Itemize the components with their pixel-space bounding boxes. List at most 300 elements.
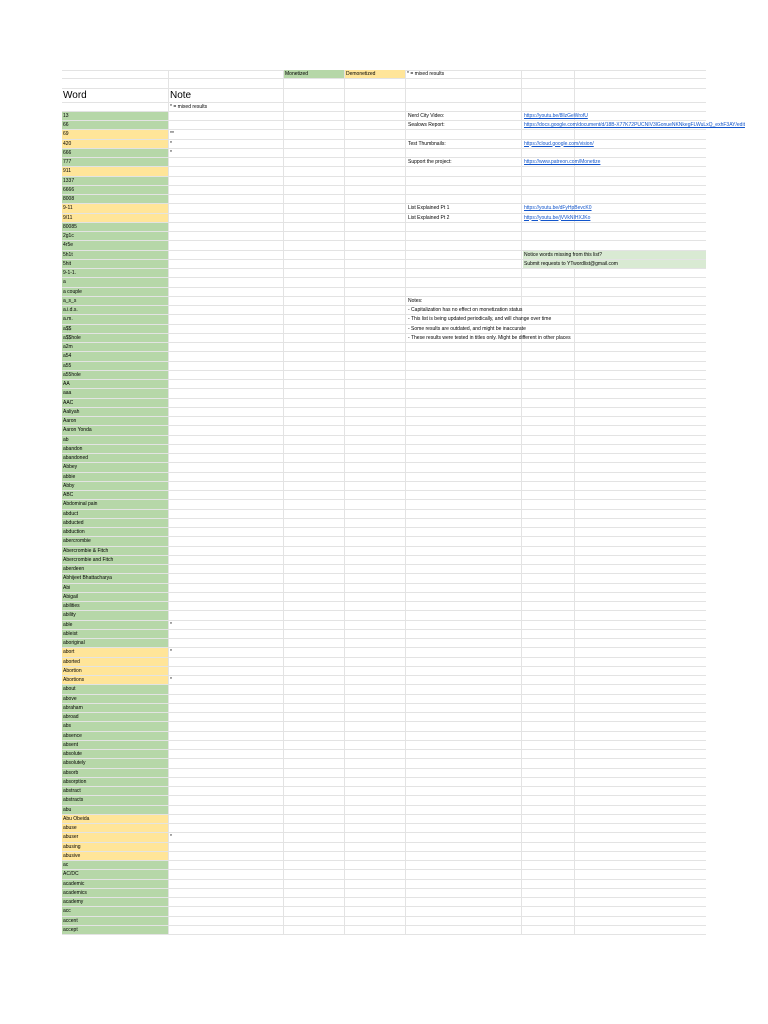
empty-cell[interactable] bbox=[522, 278, 575, 287]
word-cell[interactable]: ability bbox=[62, 611, 169, 620]
word-cell[interactable]: 6666 bbox=[62, 186, 169, 195]
empty-cell[interactable] bbox=[406, 722, 522, 731]
empty-cell[interactable] bbox=[284, 806, 345, 815]
word-cell[interactable]: abercrombie bbox=[62, 537, 169, 546]
empty-cell[interactable] bbox=[522, 787, 575, 796]
note-cell[interactable] bbox=[169, 741, 284, 750]
empty-cell[interactable] bbox=[284, 676, 345, 685]
word-cell[interactable]: absence bbox=[62, 732, 169, 741]
empty-cell[interactable] bbox=[575, 889, 706, 898]
empty-cell[interactable] bbox=[284, 658, 345, 667]
word-cell[interactable]: a55hole bbox=[62, 371, 169, 380]
note-cell[interactable] bbox=[169, 778, 284, 787]
empty-cell[interactable] bbox=[345, 352, 406, 361]
empty-cell[interactable] bbox=[284, 223, 345, 232]
empty-cell[interactable] bbox=[345, 556, 406, 565]
empty-cell[interactable] bbox=[406, 852, 522, 861]
empty-cell[interactable] bbox=[406, 639, 522, 648]
empty-cell[interactable] bbox=[575, 149, 706, 158]
word-cell[interactable]: Abbey bbox=[62, 463, 169, 472]
empty-cell[interactable] bbox=[522, 870, 575, 879]
empty-cell[interactable] bbox=[406, 371, 522, 380]
empty-cell[interactable] bbox=[522, 130, 575, 139]
word-cell[interactable]: 5h1t bbox=[62, 251, 169, 260]
empty-cell[interactable] bbox=[345, 278, 406, 287]
empty-cell[interactable] bbox=[522, 611, 575, 620]
empty-cell[interactable] bbox=[345, 574, 406, 583]
empty-cell[interactable] bbox=[575, 140, 706, 149]
empty-cell[interactable] bbox=[575, 130, 706, 139]
empty-cell[interactable] bbox=[406, 769, 522, 778]
empty-cell[interactable] bbox=[575, 408, 706, 417]
empty-cell[interactable] bbox=[575, 704, 706, 713]
empty-cell[interactable] bbox=[345, 167, 406, 176]
empty-cell[interactable] bbox=[406, 648, 522, 657]
word-cell[interactable]: abbie bbox=[62, 473, 169, 482]
empty-cell[interactable] bbox=[522, 510, 575, 519]
empty-cell[interactable] bbox=[406, 889, 522, 898]
note-cell[interactable] bbox=[169, 121, 284, 130]
empty-cell[interactable] bbox=[406, 547, 522, 556]
note-cell[interactable] bbox=[169, 158, 284, 167]
note-cell[interactable] bbox=[169, 593, 284, 602]
note-cell[interactable] bbox=[169, 288, 284, 297]
word-cell[interactable]: Aaliyah bbox=[62, 408, 169, 417]
empty-cell[interactable] bbox=[575, 806, 706, 815]
word-cell[interactable]: Abby bbox=[62, 482, 169, 491]
legend-monetized[interactable]: Monetized bbox=[284, 70, 345, 79]
empty-cell[interactable] bbox=[284, 371, 345, 380]
empty-cell[interactable] bbox=[406, 778, 522, 787]
empty-cell[interactable] bbox=[406, 232, 522, 241]
empty-cell[interactable] bbox=[345, 130, 406, 139]
note-cell[interactable] bbox=[169, 796, 284, 805]
empty-cell[interactable] bbox=[522, 473, 575, 482]
empty-cell[interactable] bbox=[406, 584, 522, 593]
word-cell[interactable]: a54 bbox=[62, 352, 169, 361]
note-cell[interactable] bbox=[169, 325, 284, 334]
note-cell[interactable] bbox=[169, 574, 284, 583]
word-cell[interactable]: aborted bbox=[62, 658, 169, 667]
word-cell[interactable]: abstract bbox=[62, 787, 169, 796]
empty-cell[interactable] bbox=[345, 454, 406, 463]
word-cell[interactable]: 666 bbox=[62, 149, 169, 158]
note-item-1[interactable]: - Capitalization has no effect on monetization status bbox=[408, 307, 523, 313]
empty-cell[interactable] bbox=[345, 269, 406, 278]
empty-cell[interactable] bbox=[575, 852, 706, 861]
support-label[interactable]: Support the project: bbox=[408, 159, 452, 165]
empty-cell[interactable] bbox=[575, 417, 706, 426]
empty-cell[interactable] bbox=[406, 565, 522, 574]
empty-cell[interactable] bbox=[522, 371, 575, 380]
note-cell[interactable] bbox=[169, 278, 284, 287]
empty-cell[interactable] bbox=[345, 584, 406, 593]
nerd-city-link[interactable]: https://youtu.be/8llzGeWrofU bbox=[524, 112, 588, 119]
empty-cell[interactable] bbox=[284, 695, 345, 704]
note-cell[interactable] bbox=[169, 602, 284, 611]
word-cell[interactable]: abduct bbox=[62, 510, 169, 519]
note-cell[interactable] bbox=[169, 695, 284, 704]
note-cell[interactable] bbox=[169, 389, 284, 398]
empty-cell[interactable] bbox=[284, 843, 345, 852]
note-cell[interactable] bbox=[169, 750, 284, 759]
empty-cell[interactable] bbox=[522, 306, 575, 315]
word-cell[interactable]: ableist bbox=[62, 630, 169, 639]
word-cell[interactable]: 1337 bbox=[62, 177, 169, 186]
empty-cell[interactable] bbox=[345, 861, 406, 870]
empty-cell[interactable] bbox=[406, 926, 522, 935]
empty-cell[interactable] bbox=[522, 436, 575, 445]
empty-cell[interactable] bbox=[522, 232, 575, 241]
empty-cell[interactable] bbox=[345, 343, 406, 352]
empty-cell[interactable] bbox=[284, 547, 345, 556]
empty-cell[interactable] bbox=[522, 639, 575, 648]
empty-cell[interactable] bbox=[575, 898, 706, 907]
empty-cell[interactable] bbox=[284, 722, 345, 731]
empty-cell[interactable] bbox=[284, 112, 345, 121]
empty-cell[interactable] bbox=[522, 630, 575, 639]
note-cell[interactable] bbox=[169, 177, 284, 186]
empty-cell[interactable] bbox=[406, 352, 522, 361]
empty-cell[interactable] bbox=[522, 352, 575, 361]
word-cell[interactable]: about bbox=[62, 685, 169, 694]
empty-cell[interactable] bbox=[284, 741, 345, 750]
word-cell[interactable]: a bbox=[62, 278, 169, 287]
word-cell[interactable]: 9/11 bbox=[62, 214, 169, 223]
empty-cell[interactable] bbox=[406, 880, 522, 889]
word-cell[interactable]: Abigail bbox=[62, 593, 169, 602]
empty-cell[interactable] bbox=[522, 500, 575, 509]
empty-cell[interactable] bbox=[284, 482, 345, 491]
empty-cell[interactable] bbox=[575, 769, 706, 778]
note-cell[interactable] bbox=[169, 399, 284, 408]
note-cell[interactable] bbox=[169, 806, 284, 815]
empty-cell[interactable] bbox=[406, 454, 522, 463]
empty-cell[interactable] bbox=[284, 907, 345, 916]
empty-cell[interactable] bbox=[406, 491, 522, 500]
empty-cell[interactable] bbox=[575, 611, 706, 620]
word-cell[interactable]: abort bbox=[62, 648, 169, 657]
empty-cell[interactable] bbox=[345, 833, 406, 842]
empty-cell[interactable] bbox=[406, 685, 522, 694]
empty-cell[interactable] bbox=[284, 519, 345, 528]
note-cell[interactable] bbox=[169, 713, 284, 722]
empty-cell[interactable] bbox=[575, 463, 706, 472]
empty-cell[interactable] bbox=[575, 371, 706, 380]
empty-cell[interactable] bbox=[284, 186, 345, 195]
empty-cell[interactable] bbox=[522, 648, 575, 657]
word-cell[interactable]: Abdominal pain bbox=[62, 500, 169, 509]
empty-cell[interactable] bbox=[522, 769, 575, 778]
word-cell[interactable]: a.i.d.s. bbox=[62, 306, 169, 315]
empty-cell[interactable] bbox=[406, 260, 522, 269]
word-cell[interactable]: accent bbox=[62, 917, 169, 926]
empty-cell[interactable] bbox=[345, 140, 406, 149]
empty-cell[interactable] bbox=[284, 343, 345, 352]
empty-cell[interactable] bbox=[522, 565, 575, 574]
empty-cell[interactable] bbox=[522, 269, 575, 278]
empty-cell[interactable] bbox=[522, 454, 575, 463]
empty-cell[interactable] bbox=[284, 389, 345, 398]
empty-cell[interactable] bbox=[345, 417, 406, 426]
note-cell[interactable] bbox=[169, 352, 284, 361]
empty-cell[interactable] bbox=[284, 898, 345, 907]
note-cell[interactable] bbox=[169, 362, 284, 371]
word-cell[interactable]: a.m. bbox=[62, 315, 169, 324]
empty-cell[interactable] bbox=[575, 732, 706, 741]
empty-cell[interactable] bbox=[575, 565, 706, 574]
note-cell[interactable] bbox=[169, 658, 284, 667]
empty-cell[interactable] bbox=[575, 436, 706, 445]
word-header[interactable]: Word bbox=[62, 89, 169, 103]
empty-cell[interactable] bbox=[575, 658, 706, 667]
empty-cell[interactable] bbox=[575, 843, 706, 852]
empty-cell[interactable] bbox=[345, 648, 406, 657]
empty-cell[interactable] bbox=[406, 167, 522, 176]
empty-cell[interactable] bbox=[406, 251, 522, 260]
empty-cell[interactable] bbox=[284, 713, 345, 722]
empty-cell[interactable] bbox=[575, 315, 706, 324]
empty-cell[interactable] bbox=[522, 408, 575, 417]
note-cell[interactable] bbox=[169, 898, 284, 907]
empty-cell[interactable] bbox=[406, 473, 522, 482]
empty-cell[interactable] bbox=[284, 251, 345, 260]
note-cell[interactable] bbox=[169, 241, 284, 250]
note-cell[interactable] bbox=[169, 186, 284, 195]
word-cell[interactable]: aboriginal bbox=[62, 639, 169, 648]
empty-cell[interactable] bbox=[575, 824, 706, 833]
empty-cell[interactable] bbox=[406, 917, 522, 926]
empty-cell[interactable] bbox=[345, 362, 406, 371]
word-cell[interactable]: 8008 bbox=[62, 195, 169, 204]
word-cell[interactable]: abraham bbox=[62, 704, 169, 713]
empty-cell[interactable] bbox=[522, 667, 575, 676]
note-cell[interactable] bbox=[169, 537, 284, 546]
empty-cell[interactable] bbox=[345, 241, 406, 250]
empty-cell[interactable] bbox=[345, 334, 406, 343]
word-cell[interactable]: acc bbox=[62, 907, 169, 916]
empty-cell[interactable] bbox=[406, 806, 522, 815]
empty-cell[interactable] bbox=[406, 695, 522, 704]
note-cell[interactable] bbox=[169, 306, 284, 315]
empty-cell[interactable] bbox=[345, 260, 406, 269]
empty-cell[interactable] bbox=[575, 667, 706, 676]
empty-cell[interactable] bbox=[284, 473, 345, 482]
empty-cell[interactable] bbox=[522, 195, 575, 204]
empty-cell[interactable] bbox=[522, 584, 575, 593]
empty-cell[interactable] bbox=[345, 500, 406, 509]
empty-cell[interactable] bbox=[284, 750, 345, 759]
empty-cell[interactable] bbox=[575, 482, 706, 491]
empty-cell[interactable] bbox=[575, 759, 706, 768]
empty-cell[interactable] bbox=[284, 204, 345, 213]
word-cell[interactable]: academics bbox=[62, 889, 169, 898]
note-cell[interactable] bbox=[169, 436, 284, 445]
empty-cell[interactable] bbox=[406, 898, 522, 907]
empty-cell[interactable] bbox=[406, 528, 522, 537]
note-header[interactable]: Note bbox=[169, 89, 284, 103]
empty-cell[interactable] bbox=[284, 426, 345, 435]
word-cell[interactable]: 69 bbox=[62, 130, 169, 139]
empty-cell[interactable] bbox=[522, 602, 575, 611]
word-cell[interactable]: abduction bbox=[62, 528, 169, 537]
empty-cell[interactable] bbox=[345, 510, 406, 519]
note-cell[interactable] bbox=[169, 759, 284, 768]
note-cell[interactable] bbox=[169, 926, 284, 935]
note-cell[interactable]: * bbox=[169, 140, 284, 149]
empty-cell[interactable] bbox=[406, 399, 522, 408]
empty-cell[interactable] bbox=[522, 880, 575, 889]
empty-cell[interactable] bbox=[284, 417, 345, 426]
empty-cell[interactable] bbox=[522, 806, 575, 815]
empty-cell[interactable] bbox=[345, 917, 406, 926]
empty-cell[interactable] bbox=[345, 473, 406, 482]
empty-cell[interactable] bbox=[575, 473, 706, 482]
empty-cell[interactable] bbox=[575, 288, 706, 297]
empty-cell[interactable] bbox=[575, 722, 706, 731]
empty-cell[interactable] bbox=[522, 732, 575, 741]
empty-cell[interactable] bbox=[284, 917, 345, 926]
empty-cell[interactable] bbox=[284, 260, 345, 269]
note-cell[interactable] bbox=[169, 685, 284, 694]
empty-cell[interactable] bbox=[406, 907, 522, 916]
empty-cell[interactable] bbox=[406, 482, 522, 491]
note-cell[interactable] bbox=[169, 769, 284, 778]
empty-cell[interactable] bbox=[284, 630, 345, 639]
empty-cell[interactable] bbox=[575, 778, 706, 787]
empty-cell[interactable] bbox=[284, 759, 345, 768]
empty-cell[interactable] bbox=[406, 278, 522, 287]
empty-cell[interactable] bbox=[284, 824, 345, 833]
empty-cell[interactable] bbox=[406, 676, 522, 685]
word-cell[interactable]: absolute bbox=[62, 750, 169, 759]
empty-cell[interactable] bbox=[406, 186, 522, 195]
empty-cell[interactable] bbox=[406, 500, 522, 509]
empty-cell[interactable] bbox=[345, 907, 406, 916]
empty-cell[interactable] bbox=[575, 630, 706, 639]
empty-cell[interactable] bbox=[522, 186, 575, 195]
list2-label[interactable]: List Explained Pt 2 bbox=[408, 214, 450, 221]
empty-cell[interactable] bbox=[284, 195, 345, 204]
empty-cell[interactable] bbox=[345, 750, 406, 759]
empty-cell[interactable] bbox=[575, 306, 706, 315]
word-cell[interactable]: 5hit bbox=[62, 260, 169, 269]
note-cell[interactable]: ** bbox=[169, 130, 284, 139]
empty-cell[interactable] bbox=[406, 815, 522, 824]
empty-cell[interactable] bbox=[284, 574, 345, 583]
empty-cell[interactable] bbox=[345, 297, 406, 306]
sealows-link[interactable]: https://docs.google.com/document/d/18B-X77K72PUCNIV3lGonueNKNkegFLWuLxQ_exhF3AY/edit bbox=[524, 122, 745, 128]
note-cell[interactable] bbox=[169, 861, 284, 870]
empty-cell[interactable] bbox=[345, 491, 406, 500]
empty-cell[interactable] bbox=[575, 796, 706, 805]
empty-cell[interactable] bbox=[522, 519, 575, 528]
empty-cell[interactable] bbox=[406, 843, 522, 852]
empty-cell[interactable] bbox=[575, 713, 706, 722]
empty-cell[interactable] bbox=[284, 685, 345, 694]
empty-cell[interactable] bbox=[345, 796, 406, 805]
empty-cell[interactable] bbox=[575, 362, 706, 371]
empty-cell[interactable] bbox=[575, 676, 706, 685]
word-cell[interactable]: abusing bbox=[62, 843, 169, 852]
note-cell[interactable] bbox=[169, 732, 284, 741]
word-cell[interactable]: accept bbox=[62, 926, 169, 935]
empty-cell[interactable] bbox=[522, 463, 575, 472]
empty-cell[interactable] bbox=[284, 325, 345, 334]
empty-cell[interactable] bbox=[406, 870, 522, 879]
empty-cell[interactable] bbox=[522, 445, 575, 454]
empty-cell[interactable] bbox=[345, 815, 406, 824]
empty-cell[interactable] bbox=[284, 436, 345, 445]
note-cell[interactable] bbox=[169, 917, 284, 926]
empty-cell[interactable] bbox=[345, 325, 406, 334]
word-cell[interactable]: 66 bbox=[62, 121, 169, 130]
empty-cell[interactable] bbox=[284, 667, 345, 676]
empty-cell[interactable] bbox=[522, 343, 575, 352]
empty-cell[interactable] bbox=[406, 436, 522, 445]
word-cell[interactable]: absolutely bbox=[62, 759, 169, 768]
empty-cell[interactable] bbox=[345, 741, 406, 750]
legend-demonetized[interactable]: Demonetized bbox=[345, 70, 406, 79]
note-cell[interactable] bbox=[169, 824, 284, 833]
empty-cell[interactable] bbox=[284, 528, 345, 537]
empty-cell[interactable] bbox=[284, 926, 345, 935]
word-cell[interactable]: abuse bbox=[62, 824, 169, 833]
word-cell[interactable]: 9-11 bbox=[62, 204, 169, 213]
empty-cell[interactable] bbox=[575, 445, 706, 454]
empty-cell[interactable] bbox=[345, 621, 406, 630]
empty-cell[interactable] bbox=[284, 491, 345, 500]
empty-cell[interactable] bbox=[575, 648, 706, 657]
empty-cell[interactable] bbox=[284, 510, 345, 519]
empty-cell[interactable] bbox=[575, 223, 706, 232]
empty-cell[interactable] bbox=[406, 177, 522, 186]
word-cell[interactable]: Abortions bbox=[62, 676, 169, 685]
empty-cell[interactable] bbox=[575, 926, 706, 935]
empty-cell[interactable] bbox=[575, 195, 706, 204]
word-cell[interactable]: Aaron bbox=[62, 417, 169, 426]
empty-cell[interactable] bbox=[575, 167, 706, 176]
empty-cell[interactable] bbox=[406, 288, 522, 297]
note-cell[interactable] bbox=[169, 204, 284, 213]
empty-cell[interactable] bbox=[522, 380, 575, 389]
empty-cell[interactable] bbox=[522, 223, 575, 232]
list1-link[interactable]: https://youtu.be/dFyHpBevcK0 bbox=[524, 205, 592, 212]
empty-cell[interactable] bbox=[522, 778, 575, 787]
empty-cell[interactable] bbox=[284, 796, 345, 805]
empty-cell[interactable] bbox=[345, 399, 406, 408]
empty-cell[interactable] bbox=[406, 658, 522, 667]
note-cell[interactable] bbox=[169, 251, 284, 260]
empty-cell[interactable] bbox=[345, 722, 406, 731]
word-cell[interactable]: 2g1c bbox=[62, 232, 169, 241]
note-cell[interactable] bbox=[169, 463, 284, 472]
note-cell[interactable] bbox=[169, 667, 284, 676]
word-cell[interactable]: a_s_s bbox=[62, 297, 169, 306]
word-cell[interactable]: a55 bbox=[62, 362, 169, 371]
empty-cell[interactable] bbox=[522, 297, 575, 306]
note-cell[interactable] bbox=[169, 223, 284, 232]
word-cell[interactable]: abuser bbox=[62, 833, 169, 842]
empty-cell[interactable] bbox=[575, 112, 706, 121]
empty-cell[interactable] bbox=[406, 408, 522, 417]
empty-cell[interactable] bbox=[284, 130, 345, 139]
empty-cell[interactable] bbox=[345, 852, 406, 861]
note-cell[interactable] bbox=[169, 232, 284, 241]
word-cell[interactable]: Abercrombie & Fitch bbox=[62, 547, 169, 556]
nerd-city-label[interactable]: Nerd City Video: bbox=[408, 112, 445, 119]
empty-cell[interactable] bbox=[345, 769, 406, 778]
